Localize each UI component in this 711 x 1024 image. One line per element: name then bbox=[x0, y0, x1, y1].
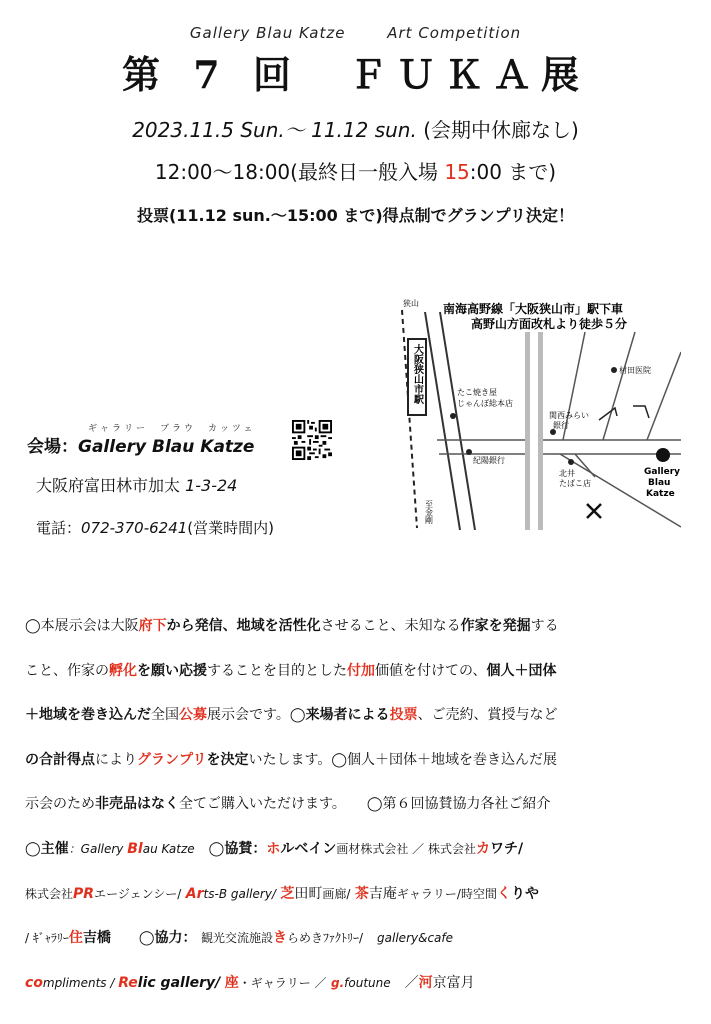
t: 公募 bbox=[179, 707, 207, 724]
hours-text-end: :00 まで) bbox=[469, 160, 557, 184]
t: ・ギャラリー ／ bbox=[238, 975, 327, 990]
t: する bbox=[530, 618, 559, 634]
t: 京富月 bbox=[432, 974, 475, 991]
t: / ｷﾞｬﾗﾘｰ bbox=[25, 931, 69, 946]
t: 吉橋 bbox=[82, 930, 111, 947]
map-murata: 村田医院 bbox=[619, 366, 651, 375]
t: ：Gallery bbox=[68, 841, 128, 856]
map-takoyaki1: たこ焼き屋 bbox=[457, 388, 497, 397]
t: により bbox=[95, 751, 137, 768]
kitai-marker bbox=[568, 459, 574, 465]
t: ルベイン bbox=[280, 840, 337, 857]
venue-ruby: ギャラリー ブラウ カッツェ bbox=[88, 424, 256, 434]
t: 付加 bbox=[347, 662, 375, 679]
t: を決定 bbox=[206, 751, 249, 768]
t: ◯本展示会は大阪 bbox=[25, 618, 139, 634]
gallery-name-en: Gallery Blau Katze bbox=[189, 24, 346, 42]
t: させること、未知なる bbox=[320, 618, 461, 634]
t: の合計得点 bbox=[25, 751, 95, 768]
sponsor-line bbox=[25, 827, 693, 872]
t: こと、作家の bbox=[25, 662, 109, 679]
map-route-line1: 南海高野線「大阪狭山市」駅下車 bbox=[443, 302, 624, 316]
map-route-line2: 高野山方面改札より徒歩５分 bbox=[471, 317, 628, 331]
t: 来場者による bbox=[305, 707, 390, 724]
t: 個人＋団体 bbox=[486, 662, 557, 679]
t: ts-B gallery/ bbox=[203, 886, 276, 901]
t: らめきﾌｧｸﾄﾘｰ/ bbox=[287, 931, 364, 946]
t: から発信、地域を活性化 bbox=[166, 618, 321, 634]
map-gallery3: Katze bbox=[646, 489, 675, 499]
date-range: 2023.11.5 Sun.〜 11.12 sun. bbox=[132, 118, 417, 142]
sponsor-line bbox=[25, 961, 693, 1006]
map-kongo: 至金剛 bbox=[424, 500, 434, 524]
road-diag-c bbox=[647, 352, 681, 440]
t: 孵化 bbox=[109, 662, 137, 679]
map-kiyo: 紀陽銀行 bbox=[473, 456, 505, 465]
t: 画廊/ bbox=[322, 886, 351, 901]
t: PR bbox=[73, 885, 95, 902]
desc-line bbox=[25, 738, 693, 783]
route-arrow-icon bbox=[633, 406, 649, 418]
t: 投票 bbox=[389, 707, 418, 724]
desc-line bbox=[25, 604, 693, 649]
t: ワチ/ bbox=[490, 840, 524, 857]
vote-info: 投票(11.12 sun.〜15:00 まで)得点制でグランプリ決定！ bbox=[136, 206, 575, 225]
desc-line bbox=[25, 693, 693, 738]
vertical-road-inner bbox=[530, 332, 538, 530]
no-holiday-note: (会期中休廊なし) bbox=[423, 118, 579, 142]
t: 吉庵 bbox=[368, 885, 397, 902]
t: 河 bbox=[418, 974, 433, 991]
t: 価値 bbox=[375, 662, 403, 679]
t: 展示会です。◯ bbox=[207, 707, 306, 724]
map-takoyaki2: じゃんぼ総本店 bbox=[457, 399, 513, 408]
venue-label: 会場： bbox=[27, 437, 78, 457]
route-arrow-icon bbox=[599, 408, 617, 420]
t: ＋地域を巻き込んだ bbox=[25, 707, 151, 724]
phone-note: (営業時間内) bbox=[187, 519, 274, 537]
t: ◯協賛： bbox=[194, 840, 267, 857]
t: ◯主催 bbox=[25, 840, 69, 857]
t: することを目的とした bbox=[207, 662, 347, 679]
t: ◯協力： bbox=[110, 930, 197, 947]
phone-number[interactable]: 072-370-6241 bbox=[81, 519, 188, 537]
t: 観光交流施設 bbox=[200, 931, 273, 946]
address-text: 大阪府富田林市加太 bbox=[36, 476, 186, 495]
t: Re bbox=[118, 974, 138, 991]
t: グランプリ bbox=[137, 751, 207, 768]
desc-line bbox=[25, 649, 693, 694]
map-gallery2: Blau bbox=[648, 478, 671, 488]
venue-name: Gallery Blau Katze bbox=[78, 437, 255, 457]
t: g. bbox=[331, 975, 345, 990]
access-map bbox=[385, 292, 681, 530]
venue-address bbox=[36, 473, 237, 496]
t: Ar bbox=[185, 885, 204, 902]
desc-line bbox=[25, 782, 693, 827]
t: く bbox=[496, 885, 511, 902]
x-mark-icon bbox=[587, 504, 601, 518]
t: lic gallery/ bbox=[137, 974, 221, 991]
t: カ bbox=[476, 840, 490, 857]
hours-last-entry: 15 bbox=[444, 160, 470, 184]
road-diag-b bbox=[603, 332, 635, 440]
t: 住 bbox=[68, 930, 83, 947]
gallery-marker bbox=[656, 448, 670, 462]
map-kansai1: 関西みらい bbox=[549, 411, 589, 420]
page-title: 第 7 回 ＦＵＫＡ展 bbox=[122, 52, 589, 97]
address-number: 1-3-24 bbox=[185, 476, 238, 495]
map-sayama: 狭山 bbox=[403, 299, 419, 308]
t: 全てご購入いただけます。 ◯第６回協賛協力各社ご紹介 bbox=[179, 796, 551, 813]
t: 全国 bbox=[151, 707, 179, 724]
t: foutune bbox=[344, 975, 391, 990]
t: 茶 bbox=[354, 885, 369, 902]
t: を願い応援 bbox=[137, 662, 207, 679]
t: 芝 bbox=[280, 885, 295, 902]
t: いたします。◯個人＋団体＋地域を巻き込んだ展 bbox=[248, 751, 557, 768]
main-road bbox=[425, 312, 460, 530]
murata-marker bbox=[611, 367, 617, 373]
t: 作家を発掘 bbox=[460, 618, 531, 634]
hours-text: 12:00〜18:00(最終日一般入場 bbox=[154, 160, 445, 184]
t: 画材株式会社 ／ 株式会社 bbox=[336, 841, 476, 856]
map-kitai1: 北井 bbox=[559, 469, 575, 478]
map-gallery1: Gallery bbox=[644, 467, 681, 477]
venue-line bbox=[27, 432, 254, 457]
t: りや bbox=[510, 885, 539, 902]
qr-code-icon[interactable] bbox=[292, 420, 332, 460]
t: ホ bbox=[266, 840, 281, 857]
t: Bl bbox=[127, 840, 143, 857]
t: 株式会社 bbox=[25, 886, 74, 901]
sponsor-line bbox=[25, 872, 693, 917]
competition-label: Art Competition bbox=[387, 24, 522, 42]
t: を付けての、 bbox=[403, 662, 487, 679]
map-kansai2: 銀行 bbox=[553, 421, 569, 430]
t: ／ bbox=[404, 974, 419, 991]
description bbox=[25, 604, 693, 1005]
t: mpliments / bbox=[42, 975, 119, 990]
map-kitai2: たばこ店 bbox=[559, 479, 591, 488]
kiyo-marker bbox=[466, 449, 472, 455]
t: 非売品はなく bbox=[95, 796, 179, 813]
t: エージェンシー/ bbox=[94, 886, 182, 901]
phone-label: 電話： bbox=[36, 519, 82, 537]
venue-phone bbox=[36, 517, 274, 538]
t: 、ご売約、賞授与など bbox=[417, 707, 558, 724]
t: 示会のため bbox=[25, 796, 95, 813]
opening-hours bbox=[0, 156, 711, 185]
sponsor-line bbox=[25, 916, 693, 961]
takoyaki-marker bbox=[450, 413, 456, 419]
t: au Katze bbox=[142, 841, 195, 856]
t: co bbox=[25, 974, 43, 991]
header-subtitle bbox=[0, 24, 711, 42]
map-station-label: 大阪狭山市駅 bbox=[411, 344, 423, 404]
t: 田町 bbox=[294, 885, 323, 902]
exhibition-dates bbox=[0, 114, 711, 143]
t: gallery&cafe bbox=[377, 931, 454, 946]
t: 府下 bbox=[138, 618, 167, 634]
t: ギャラリー/時空間 bbox=[396, 886, 497, 901]
t: 座 bbox=[224, 974, 239, 991]
t: き bbox=[273, 930, 287, 947]
main-road-edge bbox=[440, 312, 475, 530]
